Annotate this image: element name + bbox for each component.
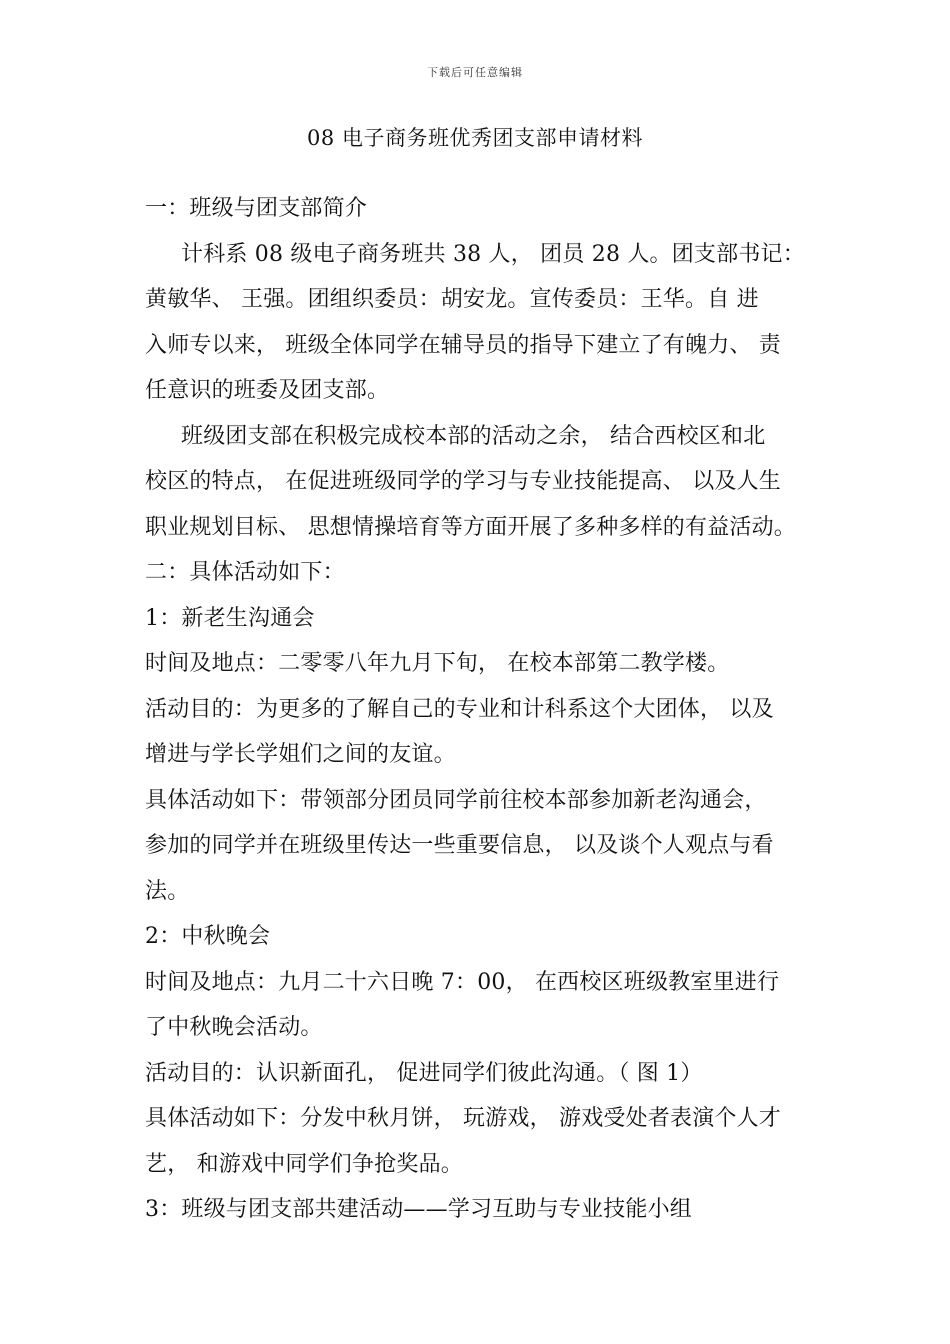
header-note: 下载后可任意编辑 — [427, 66, 523, 79]
paragraph-line: 参加的同学并在班级里传达一些重要信息， 以及谈个人观点与看 — [145, 833, 774, 858]
paragraph-line: 计科系 08 级电子商务班共 38 人， 团员 28 人。团支部书记： — [181, 241, 805, 267]
document-title: 08 电子商务班优秀团支部申请材料 — [307, 126, 643, 150]
paragraph-line: 法。 — [145, 878, 190, 904]
paragraph-line: 校区的特点， 在促进班级同学的学习与专业技能提高、 以及人生 — [145, 469, 781, 494]
paragraph-line: 艺， 和游戏中同学们争抢奖品。 — [145, 1151, 463, 1177]
paragraph-line: 班级团支部在积极完成校本部的活动之余， 结合西校区和北 — [181, 423, 766, 449]
paragraph-line: 活动目的：认识新面孔， 促进同学们彼此沟通。（ 图 1） — [145, 1060, 703, 1086]
paragraph-line: 一：班级与团支部简介 — [145, 196, 368, 221]
paragraph-line: 时间及地点：二零零八年九月下旬， 在校本部第二教学楼。 — [145, 651, 730, 676]
paragraph-line: 黄敏华、 王强。团组织委员：胡安龙。宣传委员：王华。自 进 — [145, 287, 759, 312]
paragraph-line: 任意识的班委及团支部。 — [145, 378, 390, 403]
paragraph-line: 增进与学长学姐们之间的友谊。 — [145, 742, 456, 767]
paragraph-line: 二：具体活动如下： — [145, 560, 345, 585]
paragraph-line: 3：班级与团支部共建活动——学习互助与专业技能小组 — [145, 1197, 692, 1222]
paragraph-line: 了中秋晚会活动。 — [145, 1015, 323, 1040]
paragraph-line: 1：新老生沟通会 — [145, 605, 315, 631]
paragraph-line: 入师专以来， 班级全体同学在辅导员的指导下建立了有魄力、 责 — [145, 332, 781, 358]
paragraph-line: 2：中秋晚会 — [145, 924, 271, 949]
paragraph-line: 具体活动如下：带领部分团员同学前往校本部参加新老沟通会， — [145, 787, 767, 813]
paragraph-line: 职业规划目标、 思想情操培育等方面开展了多种多样的有益活动。 — [145, 514, 796, 540]
paragraph-line: 具体活动如下：分发中秋月饼， 玩游戏， 游戏受处者表演个人才 — [145, 1106, 781, 1131]
paragraph-line: 活动目的：为更多的了解自己的专业和计科系这个大团体， 以及 — [145, 696, 774, 722]
document-body — [145, 186, 815, 1233]
paragraph-line: 时间及地点：九月二十六日晚 7：00， 在西校区班级教室里进行 — [145, 969, 780, 995]
